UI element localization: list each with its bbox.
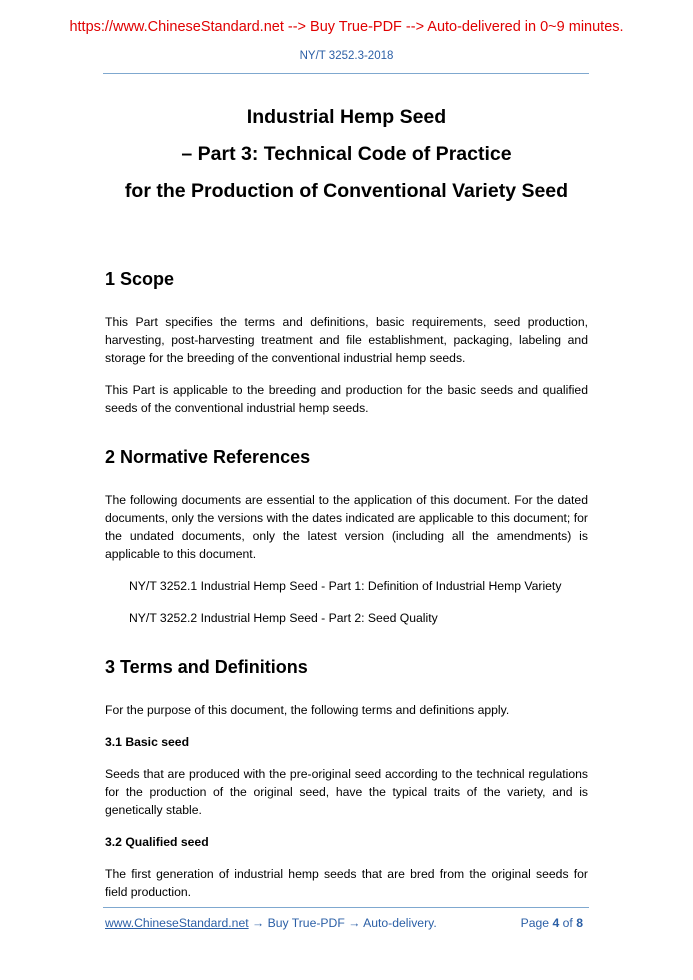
reference-item-1: NY/T 3252.1 Industrial Hemp Seed - Part 1: Definition of Industrial Hemp Variety	[129, 579, 562, 593]
document-body	[105, 265, 588, 901]
header-divider	[103, 73, 589, 74]
terms-intro: For the purpose of this document, the following terms and definitions apply.	[105, 703, 510, 717]
section-heading-normative-references: 2 Normative References	[105, 447, 311, 467]
page-indicator	[521, 916, 583, 930]
document-title	[60, 99, 633, 210]
arrow-icon: →	[348, 916, 361, 930]
footer-site-link[interactable]: www.ChineseStandard.net	[105, 916, 249, 930]
title-line-1: Industrial Hemp Seed	[246, 106, 447, 128]
normative-paragraph: The following documents are essential to the application of this document. For the dated documents, only the versions with the dates indicated are applicable to this document; for the undated documents, only the latest version (including all the amendments) is applicable to this document.	[105, 493, 588, 561]
footer-buy-link[interactable]: Buy True-PDF	[267, 916, 345, 930]
term-title-qualified-seed: 3.2 Qualified seed	[105, 835, 209, 849]
term-definition-basic-seed: Seeds that are produced with the pre-original seed according to the technical regulations for the production of the original seed, have the typical traits of the variety, and is genetically stable.	[105, 767, 588, 817]
footer-links	[105, 916, 437, 930]
section-heading-terms: 3 Terms and Definitions	[105, 657, 308, 677]
term-title-basic-seed: 3.1 Basic seed	[105, 735, 190, 749]
section-heading-scope: 1 Scope	[105, 269, 175, 289]
footer-divider	[103, 907, 589, 908]
footer-delivery-text: Auto-delivery.	[363, 916, 437, 930]
page-total: 8	[576, 916, 583, 930]
top-banner-link[interactable]: https://www.ChineseStandard.net --> Buy True-PDF --> Auto-delivered in 0~9 minutes.	[69, 19, 624, 35]
arrow-icon: →	[252, 916, 265, 930]
page-label: Page	[520, 916, 550, 930]
standard-number: NY/T 3252.3-2018	[299, 50, 394, 62]
page-current: 4	[552, 916, 560, 930]
scope-paragraph-2: This Part is applicable to the breeding and production for the basic seeds and qualified seeds of the conventional industrial hemp seeds.	[105, 383, 588, 415]
page-of: of	[562, 916, 573, 930]
title-line-3: for the Production of Conventional Variety Seed	[124, 180, 569, 202]
term-definition-qualified-seed: The first generation of industrial hemp seeds that are bred from the original seeds for field production.	[105, 867, 588, 899]
reference-item-2: NY/T 3252.2 Industrial Hemp Seed - Part 2: Seed Quality	[129, 611, 438, 625]
title-line-2: – Part 3: Technical Code of Practice	[181, 143, 512, 165]
scope-paragraph-1: This Part specifies the terms and definitions, basic requirements, seed production, harvesting, post-harvesting treatment and file establishment, packaging, labeling and storage for the breeding of the conventional industrial hemp seeds.	[105, 315, 588, 365]
